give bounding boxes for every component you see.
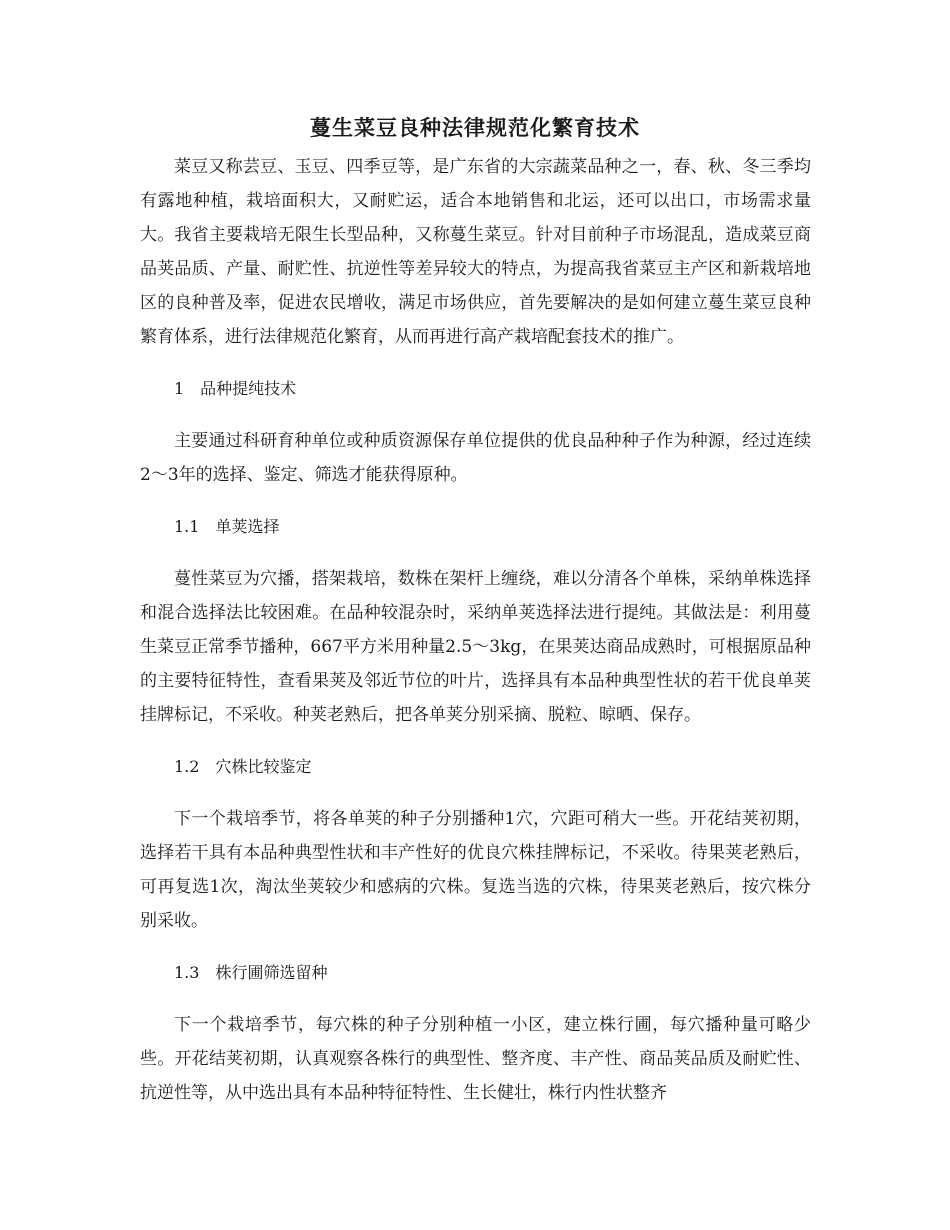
document-title: 蔓生菜豆良种法律规范化繁育技术 [310, 116, 640, 140]
section-1-1-heading: 1.1 单荚选择 [174, 517, 280, 536]
intro-paragraph: 菜豆又称芸豆、玉豆、四季豆等，是广东省的大宗蔬菜品种之一，春、秋、冬三季均有露地种植，栽培面积大，又耐贮运，适合本地销售和北运，还可以出口，市场需求量大。我省主要栽培无限生长型品种，又称蔓生菜豆。针对目前种子市场混乱，造成菜豆商品荚品质、产量、耐贮性、抗逆性等差异较大的特点，为提高我省菜豆主产区和新栽培地区的良种普及率，促进农民增收，满足市场供应，首先要解决的是如何建立蔓生菜豆良种繁育体系，进行法律规范化繁育，从而再进行高产栽培配套技术的推广。 [140, 157, 811, 347]
section-1-heading: 1 品种提纯技术 [174, 379, 297, 398]
section-1-2-heading: 1.2 穴株比较鉴定 [174, 757, 312, 776]
section-1-paragraph: 主要通过科研育种单位或种质资源保存单位提供的优良品种种子作为种源，经过连续2～3年的选择、鉴定、筛选才能获得原种。 [140, 431, 811, 485]
section-1-3-paragraph: 下一个栽培季节，每穴株的种子分别种植一小区，建立株行圃，每穴播种量可略少些。开花结荚初期，认真观察各株行的典型性、整齐度、丰产性、商品荚品质及耐贮性、抗逆性等，从中选出具有本品种特征特性、生长健壮，株行内性状整齐 [140, 1015, 811, 1103]
document-body [140, 150, 811, 1110]
section-1-1-paragraph: 蔓性菜豆为穴播，搭架栽培，数株在架杆上缠绕，难以分清各个单株，采纳单株选择和混合选择法比较困难。在品种较混杂时，采纳单荚选择法进行提纯。其做法是：利用蔓生菜豆正常季节播种，667平方米用种量2.5～3kg，在果荚达商品成熟时，可根据原品种的主要特征特性，查看果荚及邻近节位的叶片，选择具有本品种典型性状的若干优良单荚挂牌标记，不采收。种荚老熟后，把各单荚分别采摘、脱粒、晾晒、保存。 [140, 569, 811, 725]
section-1-3-heading: 1.3 株行圃筛选留种 [174, 963, 328, 982]
section-1-2-paragraph: 下一个栽培季节，将各单荚的种子分别播种1穴，穴距可稍大一些。开花结荚初期，选择若干具有本品种典型性状和丰产性好的优良穴株挂牌标记，不采收。待果荚老熟后，可再复选1次，淘汰坐荚较少和感病的穴株。复选当选的穴株，待果荚老熟后，按穴株分别采收。 [140, 809, 811, 931]
